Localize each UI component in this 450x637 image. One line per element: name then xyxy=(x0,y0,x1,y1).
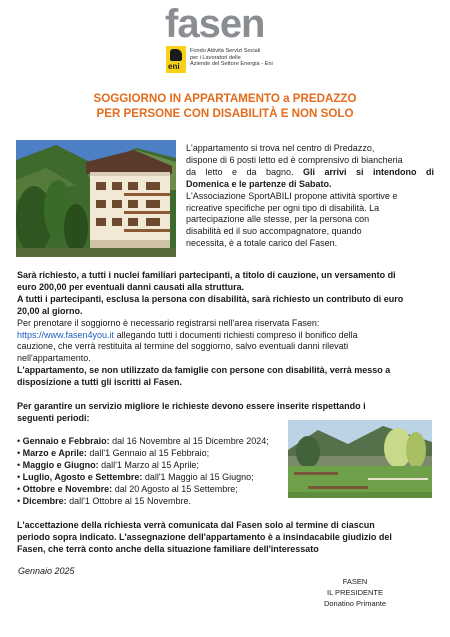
period-dates: dall'1 Maggio al 15 Giugno; xyxy=(142,471,254,482)
periods-list xyxy=(17,436,269,507)
period-label: Maggio e Giugno: xyxy=(22,459,99,470)
period-item: • Maggio e Giugno: dall'1 Marzo al 15 Aprile; xyxy=(17,459,199,470)
period-item: • Marzo e Aprile: dall'1 Gennaio al 15 Febbraio; xyxy=(17,447,210,458)
fondo-line: per i Lavoratori delle xyxy=(190,54,241,61)
availability-line: disposizione a tutti gli iscritti al Fasen. xyxy=(17,377,183,388)
intro-line: dispone di 6 posti letto ed è comprensivo di biancheria xyxy=(186,154,403,165)
booking-line: nell'appartamento. xyxy=(17,353,91,364)
booking-line-link xyxy=(17,330,433,342)
document-date: Gennaio 2025 xyxy=(18,566,75,576)
page-title-line-1: SOGGIORNO IN APPARTAMENTO a PREDAZZO xyxy=(93,92,357,105)
period-dates: dall'1 Ottobre al 15 Novembre. xyxy=(66,495,191,506)
period-dates: dall'1 Gennaio al 15 Febbraio; xyxy=(86,447,210,458)
closing-text xyxy=(17,520,433,556)
period-dates: dal 16 Novembre al 15 Dicembre 2024; xyxy=(109,436,269,446)
period-item: • Dicembre: dall'1 Ottobre al 15 Novembre. xyxy=(17,495,191,506)
intro-line-mixed xyxy=(186,167,434,179)
booking-line: cauzione, che verrà restituita al termine del soggiorno, salvo eventuali danni rilevati xyxy=(17,341,349,352)
fondo-description xyxy=(190,48,300,68)
intro-paragraph xyxy=(186,143,434,250)
period-dates: dal 20 Agosto al 15 Settembre; xyxy=(112,483,238,494)
period-item: • Luglio, Agosto e Settembre: dall'1 Maggio al 15 Giugno; xyxy=(17,471,254,482)
period-label: Luglio, Agosto e Settembre: xyxy=(22,471,143,482)
closing-line: periodo sopra indicato. L'assegnazione dell'appartamento è a insindacabile giudizio del xyxy=(17,531,392,542)
apartment-building-photo xyxy=(16,140,176,257)
contribution-line: 20,00 al giorno. xyxy=(17,305,83,316)
period-label: Gennaio e Febbraio: xyxy=(22,436,110,446)
caution-line: Sarà richiesto, a tutti i nuclei familiari partecipanti, a titolo di cauzione, un versamento di xyxy=(17,270,396,280)
intro-text: da letto e da bagno. xyxy=(186,166,294,177)
sportabili-line: disabilità ed il suo accompagnatore, quando xyxy=(186,226,362,237)
closing-line: Fasen, che terrà conto anche della situazione familiare dell'interessato xyxy=(17,543,319,554)
signature-block xyxy=(300,576,410,609)
signature-role: IL PRESIDENTE xyxy=(327,588,383,597)
page-title-line-2: PER PERSONE CON DISABILITÀ E NON SOLO xyxy=(96,107,354,120)
departures-note: Domenica e le partenze di Sabato. xyxy=(186,178,332,189)
period-label: Ottobre e Novembre: xyxy=(22,483,113,494)
periods-intro-line: Per garantire un servizio migliore le richieste devono essere inserite rispettando i xyxy=(17,401,366,412)
fondo-line: Aziende del Settore Energia - Eni xyxy=(190,61,273,68)
eni-logo xyxy=(166,46,186,73)
fondo-line: Fondo Attività Servizi Sociali xyxy=(190,48,261,54)
availability-line: L'appartamento, se non utilizzato da famiglie con persone con disabilità, verrà messo a xyxy=(17,365,391,376)
signature-name: Donatino Primante xyxy=(323,599,387,608)
booking-line-rest: allegando tutti i documenti richiesti compreso il bonifico della xyxy=(114,329,358,340)
signature-org: FASEN xyxy=(342,577,368,586)
booking-line: Per prenotare il soggiorno è necessario registrarsi nell'area riservata Fasen: xyxy=(17,317,320,328)
caution-line: euro 200,00 per eventuali danni causati alla struttura. xyxy=(17,281,245,292)
six-legged-dog-icon xyxy=(170,49,182,61)
period-label: Marzo e Aprile: xyxy=(22,447,87,458)
contribution-line: A tutti i partecipanti, esclusa la persona con disabilità, sarà richiesto un contributo di euro xyxy=(17,293,404,304)
arrivals-note: Gli arrivi si intendono di xyxy=(303,166,434,177)
period-label: Dicembre: xyxy=(22,495,67,506)
fasen-logo: fasen xyxy=(165,2,265,46)
period-item: • Gennaio e Febbraio: dal 16 Novembre al 15 Dicembre 2024; xyxy=(17,436,269,446)
park-photo xyxy=(288,420,432,498)
eni-logo-text: eni xyxy=(168,62,180,71)
sportabili-line: partecipazione alle stesse, per la persona con xyxy=(186,214,370,225)
body-text xyxy=(17,270,433,425)
period-dates: dall'1 Marzo al 15 Aprile; xyxy=(98,459,199,470)
fasen4you-link[interactable]: https://www.fasen4you.it xyxy=(17,329,115,340)
period-item: • Ottobre e Novembre: dal 20 Agosto al 15 Settembre; xyxy=(17,483,238,494)
sportabili-line: ricreative specifiche per ogni tipo di disabilità. La xyxy=(186,202,380,213)
periods-intro-line: seguenti periodi: xyxy=(17,412,90,423)
closing-line: L'accettazione della richiesta verrà comunicata dal Fasen solo al termine di ciascun xyxy=(17,520,375,530)
intro-line: L'appartamento si trova nel centro di Predazzo, xyxy=(186,143,375,153)
sportabili-line: L'Associazione SportABILI propone attività sportive e xyxy=(186,190,398,201)
sportabili-line: necessita, è a totale carico del Fasen. xyxy=(186,238,338,249)
